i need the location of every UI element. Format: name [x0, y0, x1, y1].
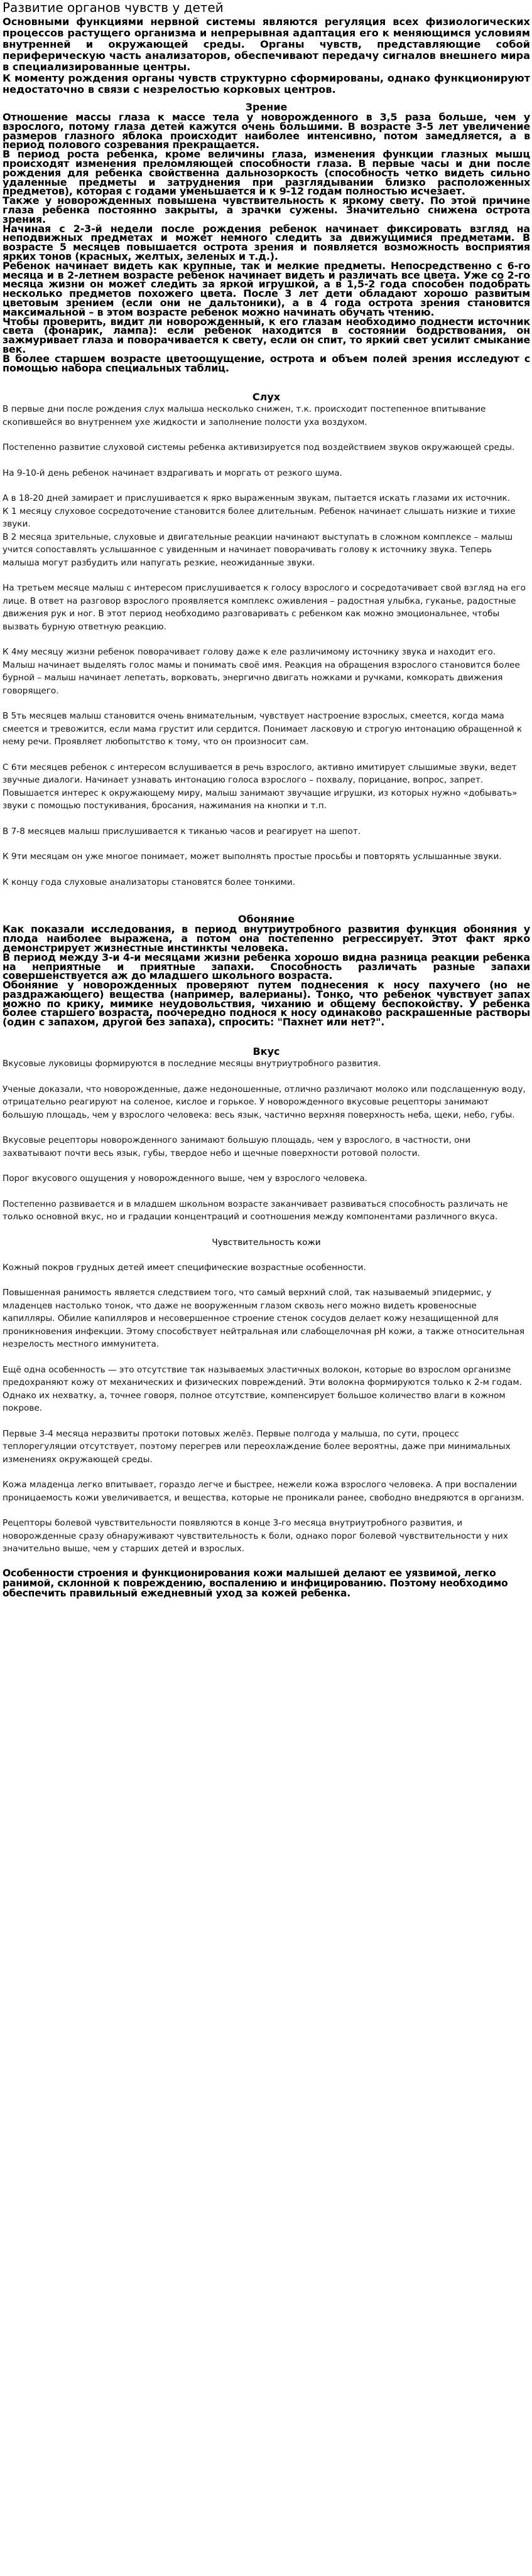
taste-paragraph: Постепенно развивается и в младшем школьном возрасте заканчивает развиваться способность различать не только основной вкус, но и градации концентраций и соотношения между компонентами различного вкуса.	[3, 1199, 508, 1222]
hearing-section	[3, 403, 530, 889]
intro-paragraph: К моменту рождения органы чувств структурно сформированы, однако функционируют недостаточно в связи с незрелостью корковых центров.	[3, 72, 530, 95]
hearing-paragraph: А в 18-20 дней замирает и прислушивается к ярко выраженным звукам, пытается искать глазами их источник. К 1 месяцу слуховое сосредоточение становится более длительным. Ребенок начинает слышать низкие и тихие звуки. В 2 месяца зрительные, слуховые и двигательные реакции начинают выступать в сложном комплексе – малыш учится сопоставлять услышанное с увиденным и начинает поворачивать голову к источнику звука. Теперь малыша могут разбудить или напугать резкие, неожиданные звуки.	[3, 493, 516, 568]
vision-paragraph: Также у новорожденных повышена чувствительность к яркому свету. По этой причине глаза ребенка постоянно закрыты, а зрачки сужены. Значительно снижена острота зрения.	[3, 195, 530, 225]
section-heading-hearing: Слух	[252, 391, 281, 404]
intro-paragraph: Основными функциями нервной системы являются регуляция всех физиологических процессов растущего организма и непрерывная адаптация его к меняющимся условиям внутренней и окружающей среды. Органы чувств, представляющие собой периферическую часть анализаторов, обеспечивают передачу сигналов внешнего мира в специализированные центры.	[3, 16, 530, 73]
hearing-paragraph: На третьем месяце малыш с интересом прислушивается к голосу взрослого и сосредотачивает свой взгляд на его лице. В ответ на разговор взрослого проявляется комплекс оживления – радостная улыбка, гуканье, радостные движения рук и ног. В этот период необходимо разговаривать с ребенком как можно эмоциональнее, чтобы вызвать бурную ответную реакцию.	[3, 583, 526, 632]
vision-paragraph: В период роста ребенка, кроме величины глаза, изменения функции глазных мышц происходят изменения преломляющей способности глаза. В первые часы и дни после рождения для ребенка свойственна дальнозоркость (способность четко видеть сильно удаленные предметы и затруднения при разглядывании близко расположенных предметов), которая с годами уменьшается и к 9-12 годам полностью исчезает.	[3, 148, 530, 198]
smell-paragraph: В период между 3-и 4-и месяцами жизни ребенка хорошо видна разница реакции ребенка на неприятные и приятные запахи. Способность различать разные запахи совершенствуется аж до младшего школьного возраста.	[3, 951, 530, 982]
vision-paragraph: В более старшем возрасте цветоощущение, острота и объем полей зрения исследуют с помощью набора специальных таблиц.	[3, 352, 530, 374]
smell-paragraph: Как показали исследования, в период внутриутробного развития функция обоняния у плода наиболее выражена, а потом она постепенно регрессирует. Этот факт ярко демонстрирует жизнестные инстинкты человека.	[3, 923, 530, 954]
skin-paragraph: Первые 3-4 месяца неразвиты протоки потовых желёз. Первые полгода у малыша, по сути, процесс теплорегуляции отсутствует, поэтому перегрев или переохлаждение более вероятны, даже при минимальных изменениях окружающей среды.	[3, 1428, 511, 1465]
section-heading-vision: Зрение	[245, 101, 288, 113]
skin-paragraph: Кожа младенца легко впитывает, гораздо легче и быстрее, нежели кожа взрослого человека. А при воспалении проницаемость кожи увеличивается, и вещества, которые не проникали ранее, свободно внедряются в организм.	[3, 1480, 524, 1503]
skin-paragraph: Ещё одна особенность — это отсутствие так называемых эластичных волокон, которые во взрослом организме предохраняют кожу от механических и физических повреждений. Эти волокна формируются только к 2-м годам. Однако их нехватку, а, точнее говоря, полное отсутствие, компенсирует большое количество влаги в кожном покрове.	[3, 1364, 522, 1414]
intro-section	[3, 16, 530, 95]
vision-paragraph: Чтобы проверить, видит ли новорожденный, к его глазам необходимо поднести источник света (фонарик, лампа): если ребенок находится в состоянии бодрствования, он зажмуривает глаза и поворачивается к свету, если он спит, то яркий свет усилит смыкание век.	[3, 315, 530, 355]
vision-paragraph: Начиная с 2-3-й недели после рождения ребенок начинает фиксировать взгляд на неподвижных предметах и может немного следить за движущимися предметами. В возрасте 5 месяцев повышается острота зрения и появляется возможность восприятия ярких тонов (красных, желтых, зеленых и т.д.).	[3, 222, 530, 262]
vision-section	[3, 113, 530, 373]
smell-section	[3, 925, 530, 1027]
vision-paragraph: Ребенок начинает видеть как крупные, так и мелкие предметы. Непосредственно с 6-го месяца и в 2-летнем возрасте ребенок начинает видеть и различать все цвета. Уже со 2-го месяца жизни он может следить за яркой игрушкой, а в 1,5-2 года способен подобрать несколько предметов похожего цвета. После 3 лет дети обладают хорошо развитым цветовым зрением (если они не дальтоники), а в 4 года острота зрения становится максимальной – в этом возрасте ребенок можно начинать обучать чтению.	[3, 259, 530, 318]
skin-paragraph: Рецепторы болевой чувствительности появляются в конце 3-го месяца внутриутробного развития, и новорожденные сразу обнаруживают чувствительность к боли, однако порог болевой чувствительности у них значительно выше, чем у старших детей и взрослых.	[3, 1518, 508, 1554]
hearing-paragraph: К концу года слуховые анализаторы становятся более тонкими.	[3, 877, 296, 887]
skin-conclusion: Особенности строения и функционирования кожи малышей делают ее уязвимой, легко ранимой, склонной к повреждению, воспалению и инфицированию. Поэтому необходимо обеспечить правильный ежедневный уход за кожей ребенка.	[3, 1567, 508, 1599]
hearing-paragraph: С 6ти месяцев ребенок с интересом вслушивается в речь взрослого, активно имитирует слышимые звуки, ведет звучные диалоги. Начинает узнавать интонацию голоса взрослого – похвалу, порицание, вопрос, запрет. Повышается интерес к окружающему миру, малыш занимают звучащие игрушки, из которых нужно «добывать» звуки с помощью постукивания, бросания, нажимания на кнопки и т.п.	[3, 762, 518, 811]
hearing-paragraph: В первые дни после рождения слух малыша несколько снижен, т.к. происходит постепенное впитывание скопившейся во внутреннем ухе жидкости и заполнение полости уха воздухом.	[3, 404, 486, 427]
smell-paragraph: Обоняние у новорожденных проверяют путем поднесения к носу пахучего (но не раздражающего) вещества (например, валерианы). Тонко, что ребенок чувствует запах можно по крику, мимике неудовольствия, чиханию и общему беспокойству. У ребенка более старшего возраста, поочередно поднося к носу одинаково раскрашенные растворы (один с запахом, другой без запаха), спросить: "Пахнет или нет?".	[3, 979, 530, 1029]
taste-paragraph: Вкусовые луковицы формируются в последние месяцы внутриутробного развития.	[3, 1059, 381, 1069]
hearing-paragraph: В 7-8 месяцев малыш прислушивается к тиканью часов и реагирует на шепот.	[3, 826, 361, 836]
hearing-paragraph: На 9-10-й день ребенок начинает вздрагивать и моргать от резкого шума.	[3, 468, 342, 478]
hearing-paragraph: В 5ть месяцев малыш становится очень внимательным, чувствует настроение взрослых, смеется, когда мама смеется и тревожится, если мама грустит или сердится. Понимает ласковую и строгую интонацию обращенной к нему речи. Проявляет любопытство к тому, что он произносит сам.	[3, 711, 523, 747]
section-heading-smell: Обоняние	[237, 913, 295, 926]
taste-paragraph: Ученые доказали, что новорожденные, даже недоношенные, отлично различают молоко или подслащенную воду, отрицательно реагируют на соленое, кислое и горькое. У новорожденного вкусовые рецепторы занимают большую площадь, чем у взрослого человека: весь язык, частично верхняя поверхность неба, щеки, небо, губы.	[3, 1084, 526, 1120]
hearing-paragraph: К 4му месяцу жизни ребенок поворачивает голову даже к еле различимому источнику звука и находит его. Малыш начинает выделять голос мамы и понимать своё имя. Реакция на обращения взрослого становится более бурной – малыш начинает лепетать, ворковать, энергично двигать ножками и ручками, комкорать движения говорящего.	[3, 647, 520, 696]
taste-paragraph: Вкусовые рецепторы новорожденного занимают большую площадь, чем у взрослого, в частности, они захватывают почти весь язык, губы, твердое небо и щечные поверхности ротовой полости.	[3, 1135, 471, 1158]
section-heading-taste: Вкус	[252, 1045, 280, 1058]
hearing-paragraph: Постепенно развитие слуховой системы ребенка активизируется под воздействием звуков окружающей среды.	[3, 442, 515, 453]
taste-section	[3, 1057, 530, 1224]
skin-paragraph: Кожный покров грудных детей имеет специфические возрастные особенности.	[3, 1262, 366, 1273]
skin-section	[3, 1261, 530, 1556]
vision-paragraph: Отношение массы глаза к массе тела у новорожденного в 3,5 раза больше, чем у взрослого, потому глаза детей кажутся очень большими. В возрасте 3-5 лет увеличение размеров глазного яблока происходит наиболее интенсивно, потом замедляется, а в период полового созревания прекращается.	[3, 111, 530, 151]
hearing-paragraph: К 9ти месяцам он уже многое понимает, может выполнять простые просьбы и повторять услышанные звуки.	[3, 852, 502, 862]
page-title: Развитие органов чувств у детей	[3, 0, 224, 15]
taste-paragraph: Порог вкусового ощущения у новорожденного выше, чем у взрослого человека.	[3, 1173, 368, 1184]
skin-paragraph: Повышенная ранимость является следствием того, что самый верхний слой, так называемый эпидермис, у младенцев настолько тонок, что даже не вооруженным глазом сквозь него можно видеть кровеносные капилляры. Обилие капилляров и несовершенное строение стенок сосудов делает кожу незащищенной для проникновения инфекции. Этому способствует нейтральная или слабощелочная рН кожи, а также относительная незрелость местного иммунитета.	[3, 1288, 525, 1350]
section-heading-skin: Чувствительность кожи	[212, 1237, 321, 1248]
